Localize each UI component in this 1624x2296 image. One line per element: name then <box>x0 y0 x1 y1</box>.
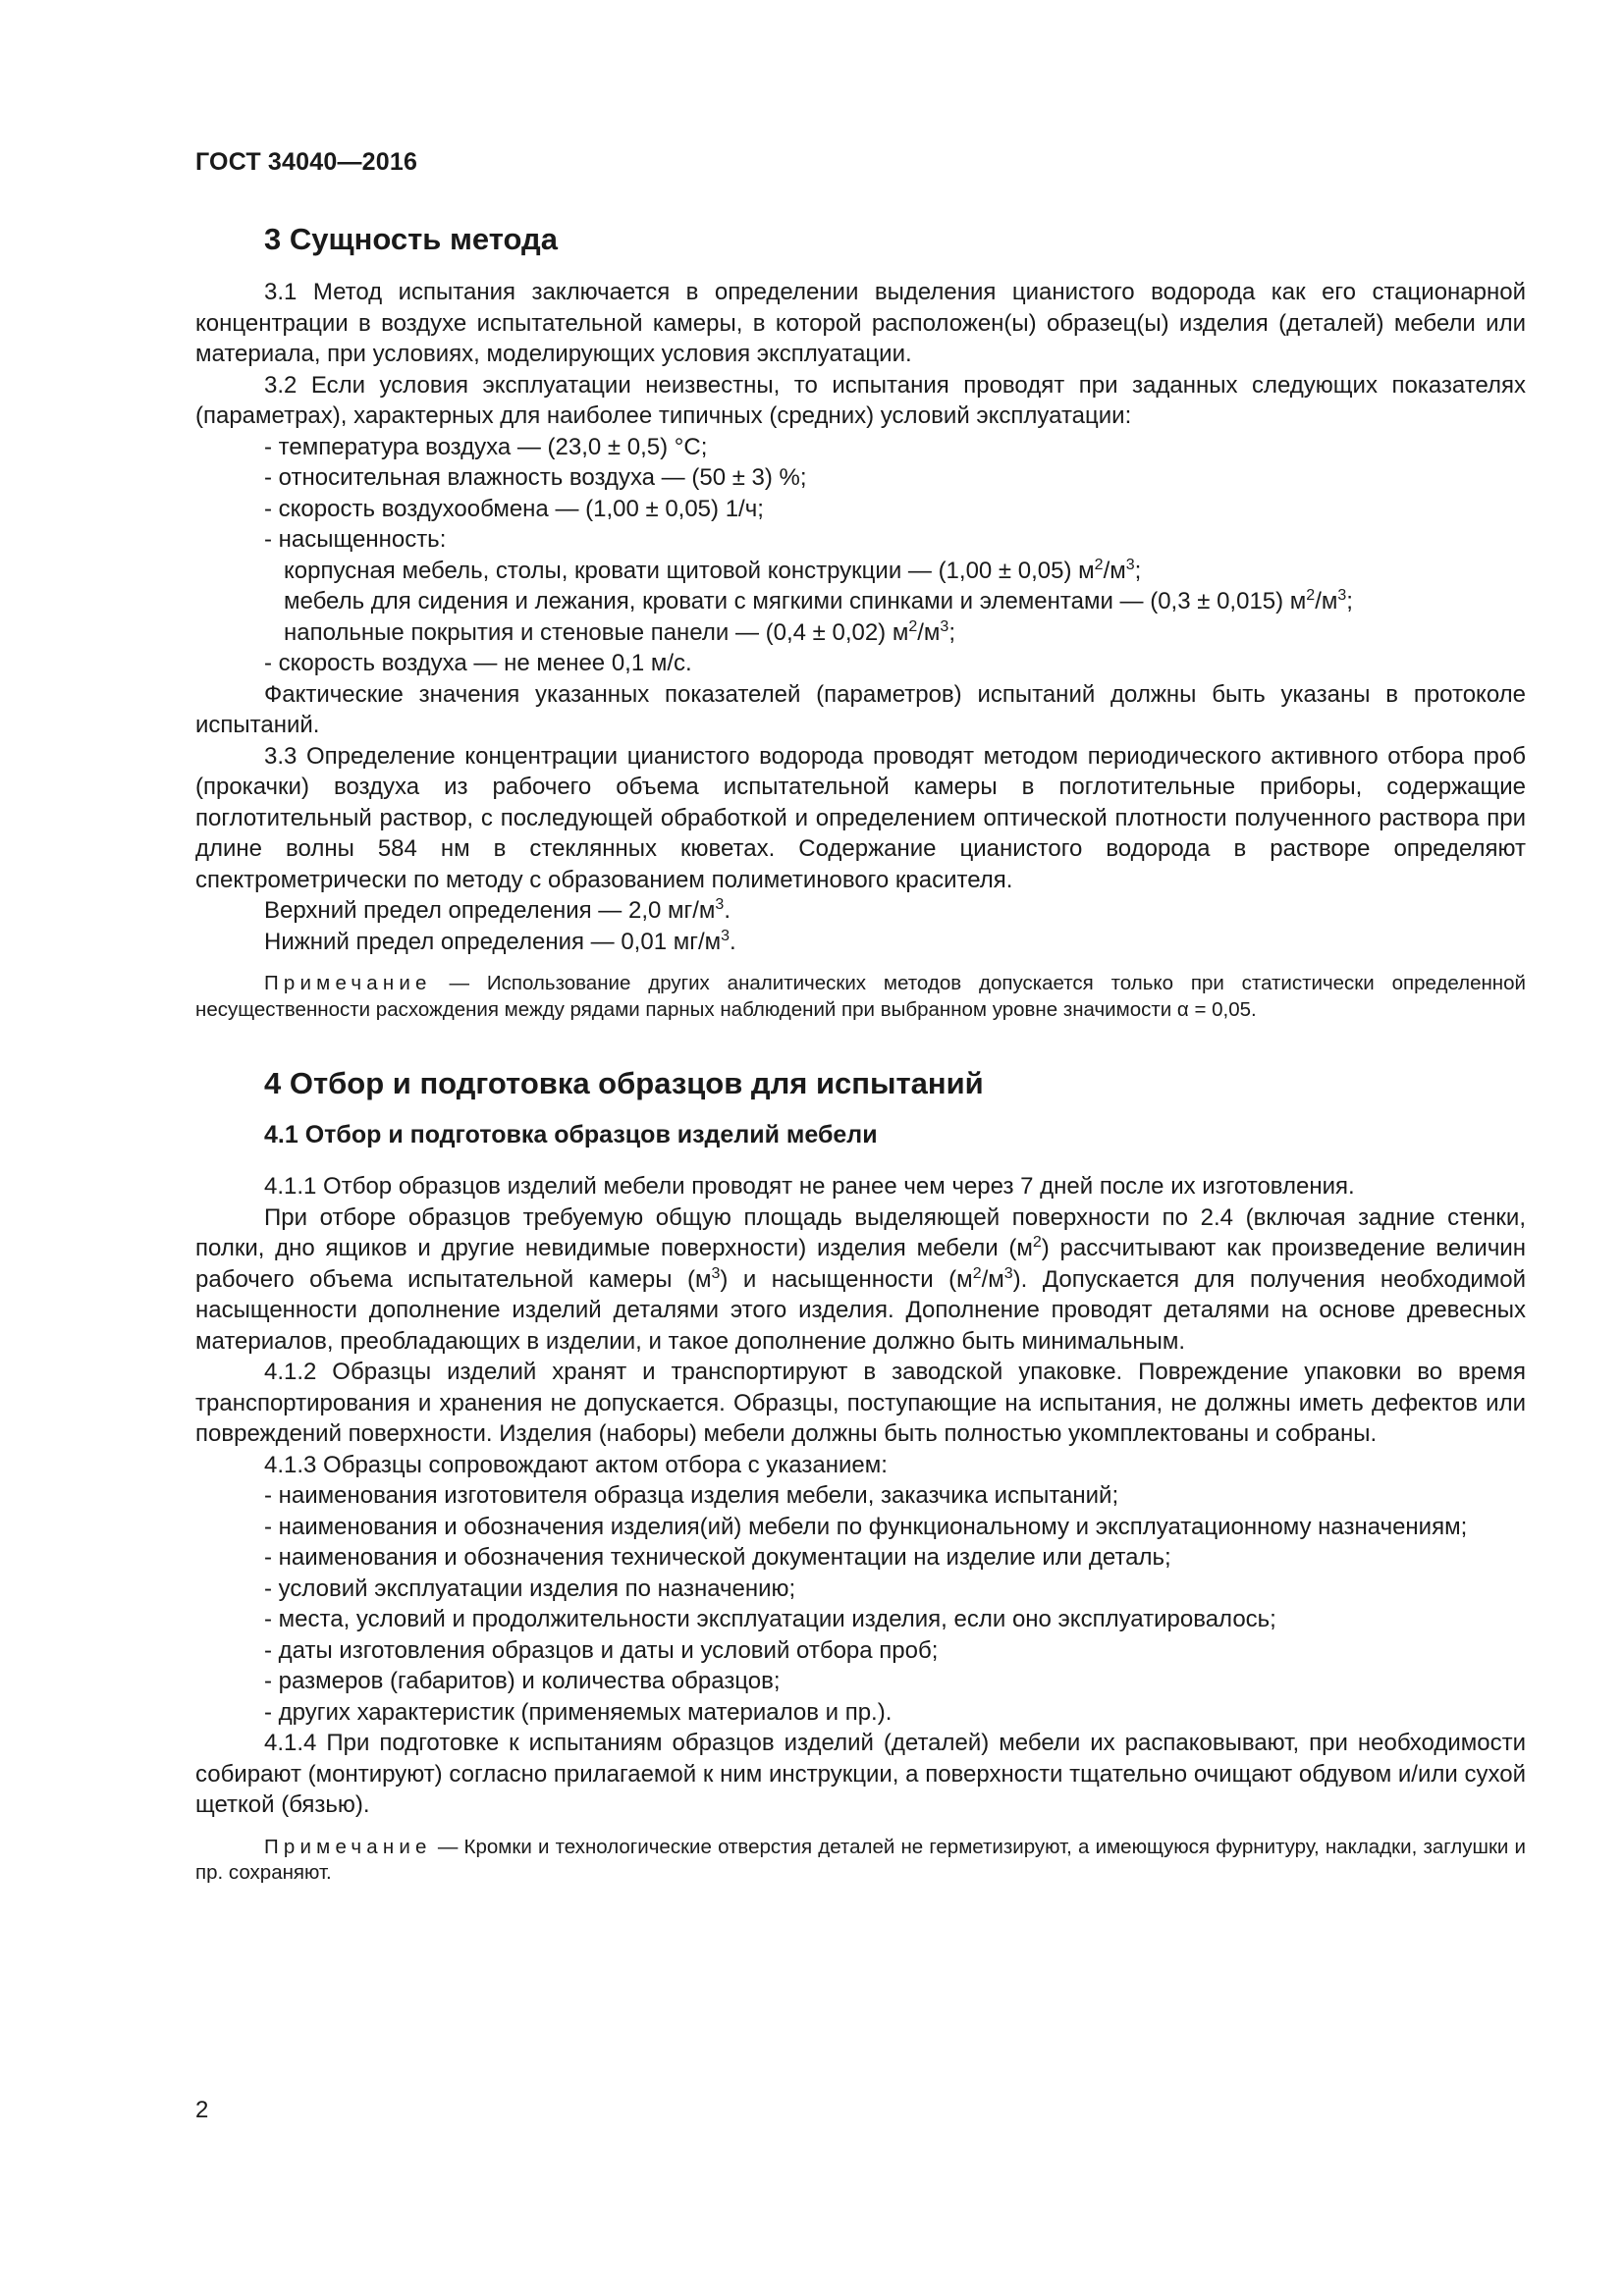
paragraph-3-2: 3.2 Если условия эксплуатации неизвестны, то испытания проводят при заданных следующих показателях (параметрах), характерных для наиболее типичных (средних) условий эксплуатации: <box>195 371 1526 429</box>
superscript: 3 <box>715 896 725 913</box>
lower-limit <box>195 927 1526 958</box>
saturation-end: ; <box>1346 588 1353 614</box>
paragraph-4-1-2: 4.1.2 Образцы изделий хранят и транспортируют в заводской упаковке. Повреждение упаковки во время транспортирования и хранения не допускается. Образцы, поступающие на испытания, не должны иметь дефектов или повреждений поверхности. Изделия (наборы) мебели должны быть полностью укомплектованы и собраны. <box>195 1359 1526 1447</box>
paragraph-3-1: 3.1 Метод испытания заключается в определении выделения цианистого водорода как его стационарной концентрации в воздухе испытательной камеры, в которой расположен(ы) образец(ы) изделия (деталей) мебели или материала, при условиях, моделирующих условия эксплуатации. <box>195 279 1526 367</box>
saturation-upholstered-furniture <box>284 586 1526 617</box>
act-item-product-designation: - наименования и обозначения изделия(ий) мебели по функциональному и эксплуатационному назначениям; <box>264 1513 1468 1540</box>
superscript: 3 <box>1125 556 1135 573</box>
act-item-operation-place: - места, условий и продолжительности эксплуатации изделия, если оно эксплуатировалось; <box>264 1606 1276 1632</box>
area-text-a: При отборе образцов требуемую общую площадь выделяющей поверхности по 2.4 (включая задние стенки, полки, дно ящиков и другие невидимые поверхности) изделия мебели (м <box>195 1203 1526 1261</box>
saturation-end: ; <box>1134 557 1142 584</box>
upper-limit-text: Верхний предел определения — 2,0 мг/м <box>264 897 716 924</box>
superscript: 3 <box>1003 1264 1013 1282</box>
superscript: 3 <box>711 1264 721 1282</box>
param-saturation: - насыщенность: <box>264 526 447 553</box>
saturation-text: корпусная мебель, столы, кровати щитовой конструкции — (1,00 ± 0,05) м <box>284 557 1095 584</box>
saturation-cabinet-furniture <box>284 556 1526 587</box>
saturation-unit: /м <box>1315 588 1338 614</box>
paragraph-sample-area <box>195 1202 1526 1358</box>
saturation-floor-wall-panels <box>284 617 1526 649</box>
note-label: Примечание <box>264 1835 432 1858</box>
param-air-speed: - скорость воздуха — не менее 0,1 м/с. <box>264 650 692 676</box>
note-section-3 <box>195 971 1526 1023</box>
paragraph-4-1-3: 4.1.3 Образцы сопровождают актом отбора с указанием: <box>264 1451 888 1478</box>
superscript: 3 <box>940 617 949 635</box>
paragraph-3-3: 3.3 Определение концентрации цианистого водорода проводят методом периодического активного отбора проб (прокачки) воздуха из рабочего объема испытательной камеры в поглотительные приборы, содержащие поглотительный раствор, с последующей обработкой и определением оптической плотности полученного раствора при длине волны 584 нм в стеклянных кюветах. Содержание цианистого водорода в растворе определяют спектрометрически по методу с образованием полиметинового красителя. <box>195 742 1526 893</box>
area-text-b: ) рассчитывают как произведение величин рабочего объема испытательной камеры (м <box>195 1235 1526 1293</box>
superscript: 2 <box>972 1264 982 1282</box>
paragraph-4-1-4: 4.1.4 При подготовке к испытаниям образцов изделий (деталей) мебели их распаковывают, при необходимости собирают (монтируют) согласно прилагаемой к ним инструкции, а поверхности тщательно очищают обдувом и/или сухой щеткой (бязью). <box>195 1730 1526 1818</box>
section-3-title: 3 Сущность метода <box>264 222 558 256</box>
act-item-dates: - даты изготовления образцов и даты и условий отбора проб; <box>264 1636 939 1664</box>
saturation-unit: /м <box>1103 557 1126 584</box>
superscript: 2 <box>908 617 918 635</box>
paragraph-4-1-1: 4.1.1 Отбор образцов изделий мебели проводят не ранее чем через 7 дней после их изготовления. <box>264 1173 1355 1200</box>
note-section-4 <box>195 1835 1526 1887</box>
act-item-operating-conditions: - условий эксплуатации изделия по назначению; <box>264 1575 796 1602</box>
subsection-4-1-title: 4.1 Отбор и подготовка образцов изделий мебели <box>264 1121 878 1148</box>
area-text-e: ). Допускается для получения необходимой насыщенности дополнение изделий деталями этого изделия. Дополнение проводят деталями на основе древесных материалов, преобладающих в изделии, и такое дополнение должно быть минимальным. <box>195 1265 1526 1355</box>
paragraph-actual-values: Фактические значения указанных показателей (параметров) испытаний должны быть указаны в протоколе испытаний. <box>195 680 1526 738</box>
act-item-manufacturer: - наименования изготовителя образца изделия мебели, заказчика испытаний; <box>264 1482 1119 1509</box>
saturation-text: мебель для сидения и лежания, кровати с мягкими спинками и элементами — (0,3 ± 0,015) м <box>284 588 1307 614</box>
area-text-c: ) и насыщенности (м <box>720 1265 973 1293</box>
superscript: 2 <box>1032 1234 1042 1251</box>
area-text-d: /м <box>981 1265 1004 1293</box>
param-humidity: - относительная влажность воздуха — (50 ± 3) %; <box>264 464 807 491</box>
param-air-exchange: - скорость воздухообмена — (1,00 ± 0,05) 1/ч; <box>264 495 764 522</box>
act-item-sizes: - размеров (габаритов) и количества образцов; <box>264 1668 781 1694</box>
section-4-title: 4 Отбор и подготовка образцов для испытаний <box>264 1066 984 1100</box>
document-code: ГОСТ 34040—2016 <box>195 148 418 176</box>
saturation-unit: /м <box>917 618 941 646</box>
act-item-other: - других характеристик (применяемых материалов и пр.). <box>264 1698 893 1726</box>
param-temperature: - температура воздуха — (23,0 ± 0,5) °С; <box>264 433 708 460</box>
superscript: 3 <box>721 927 731 944</box>
act-item-documentation: - наименования и обозначения технической документации на изделие или деталь; <box>264 1544 1171 1571</box>
page-content <box>195 222 1526 1887</box>
note-text: — Кромки и технологические отверстия деталей не герметизируют, а имеющуюся фурнитуру, накладки, заглушки и пр. сохраняют. <box>195 1835 1526 1884</box>
superscript: 3 <box>1337 587 1347 604</box>
lower-limit-text: Нижний предел определения — 0,01 мг/м <box>264 928 722 955</box>
saturation-text: напольные покрытия и стеновые панели — (0,4 ± 0,02) м <box>284 618 909 646</box>
note-label: Примечание <box>264 972 432 994</box>
note-text: — Использование других аналитических методов допускается только при статистически определенной несущественности расхождения между рядами парных наблюдений при выбранном уровне значимости α = 0,05. <box>195 972 1526 1021</box>
upper-limit <box>195 895 1526 927</box>
superscript: 2 <box>1306 587 1316 604</box>
page-number: 2 <box>195 2097 209 2123</box>
saturation-end: ; <box>948 618 955 646</box>
upper-limit-end: . <box>724 897 731 924</box>
lower-limit-end: . <box>730 928 736 955</box>
superscript: 2 <box>1094 556 1104 573</box>
